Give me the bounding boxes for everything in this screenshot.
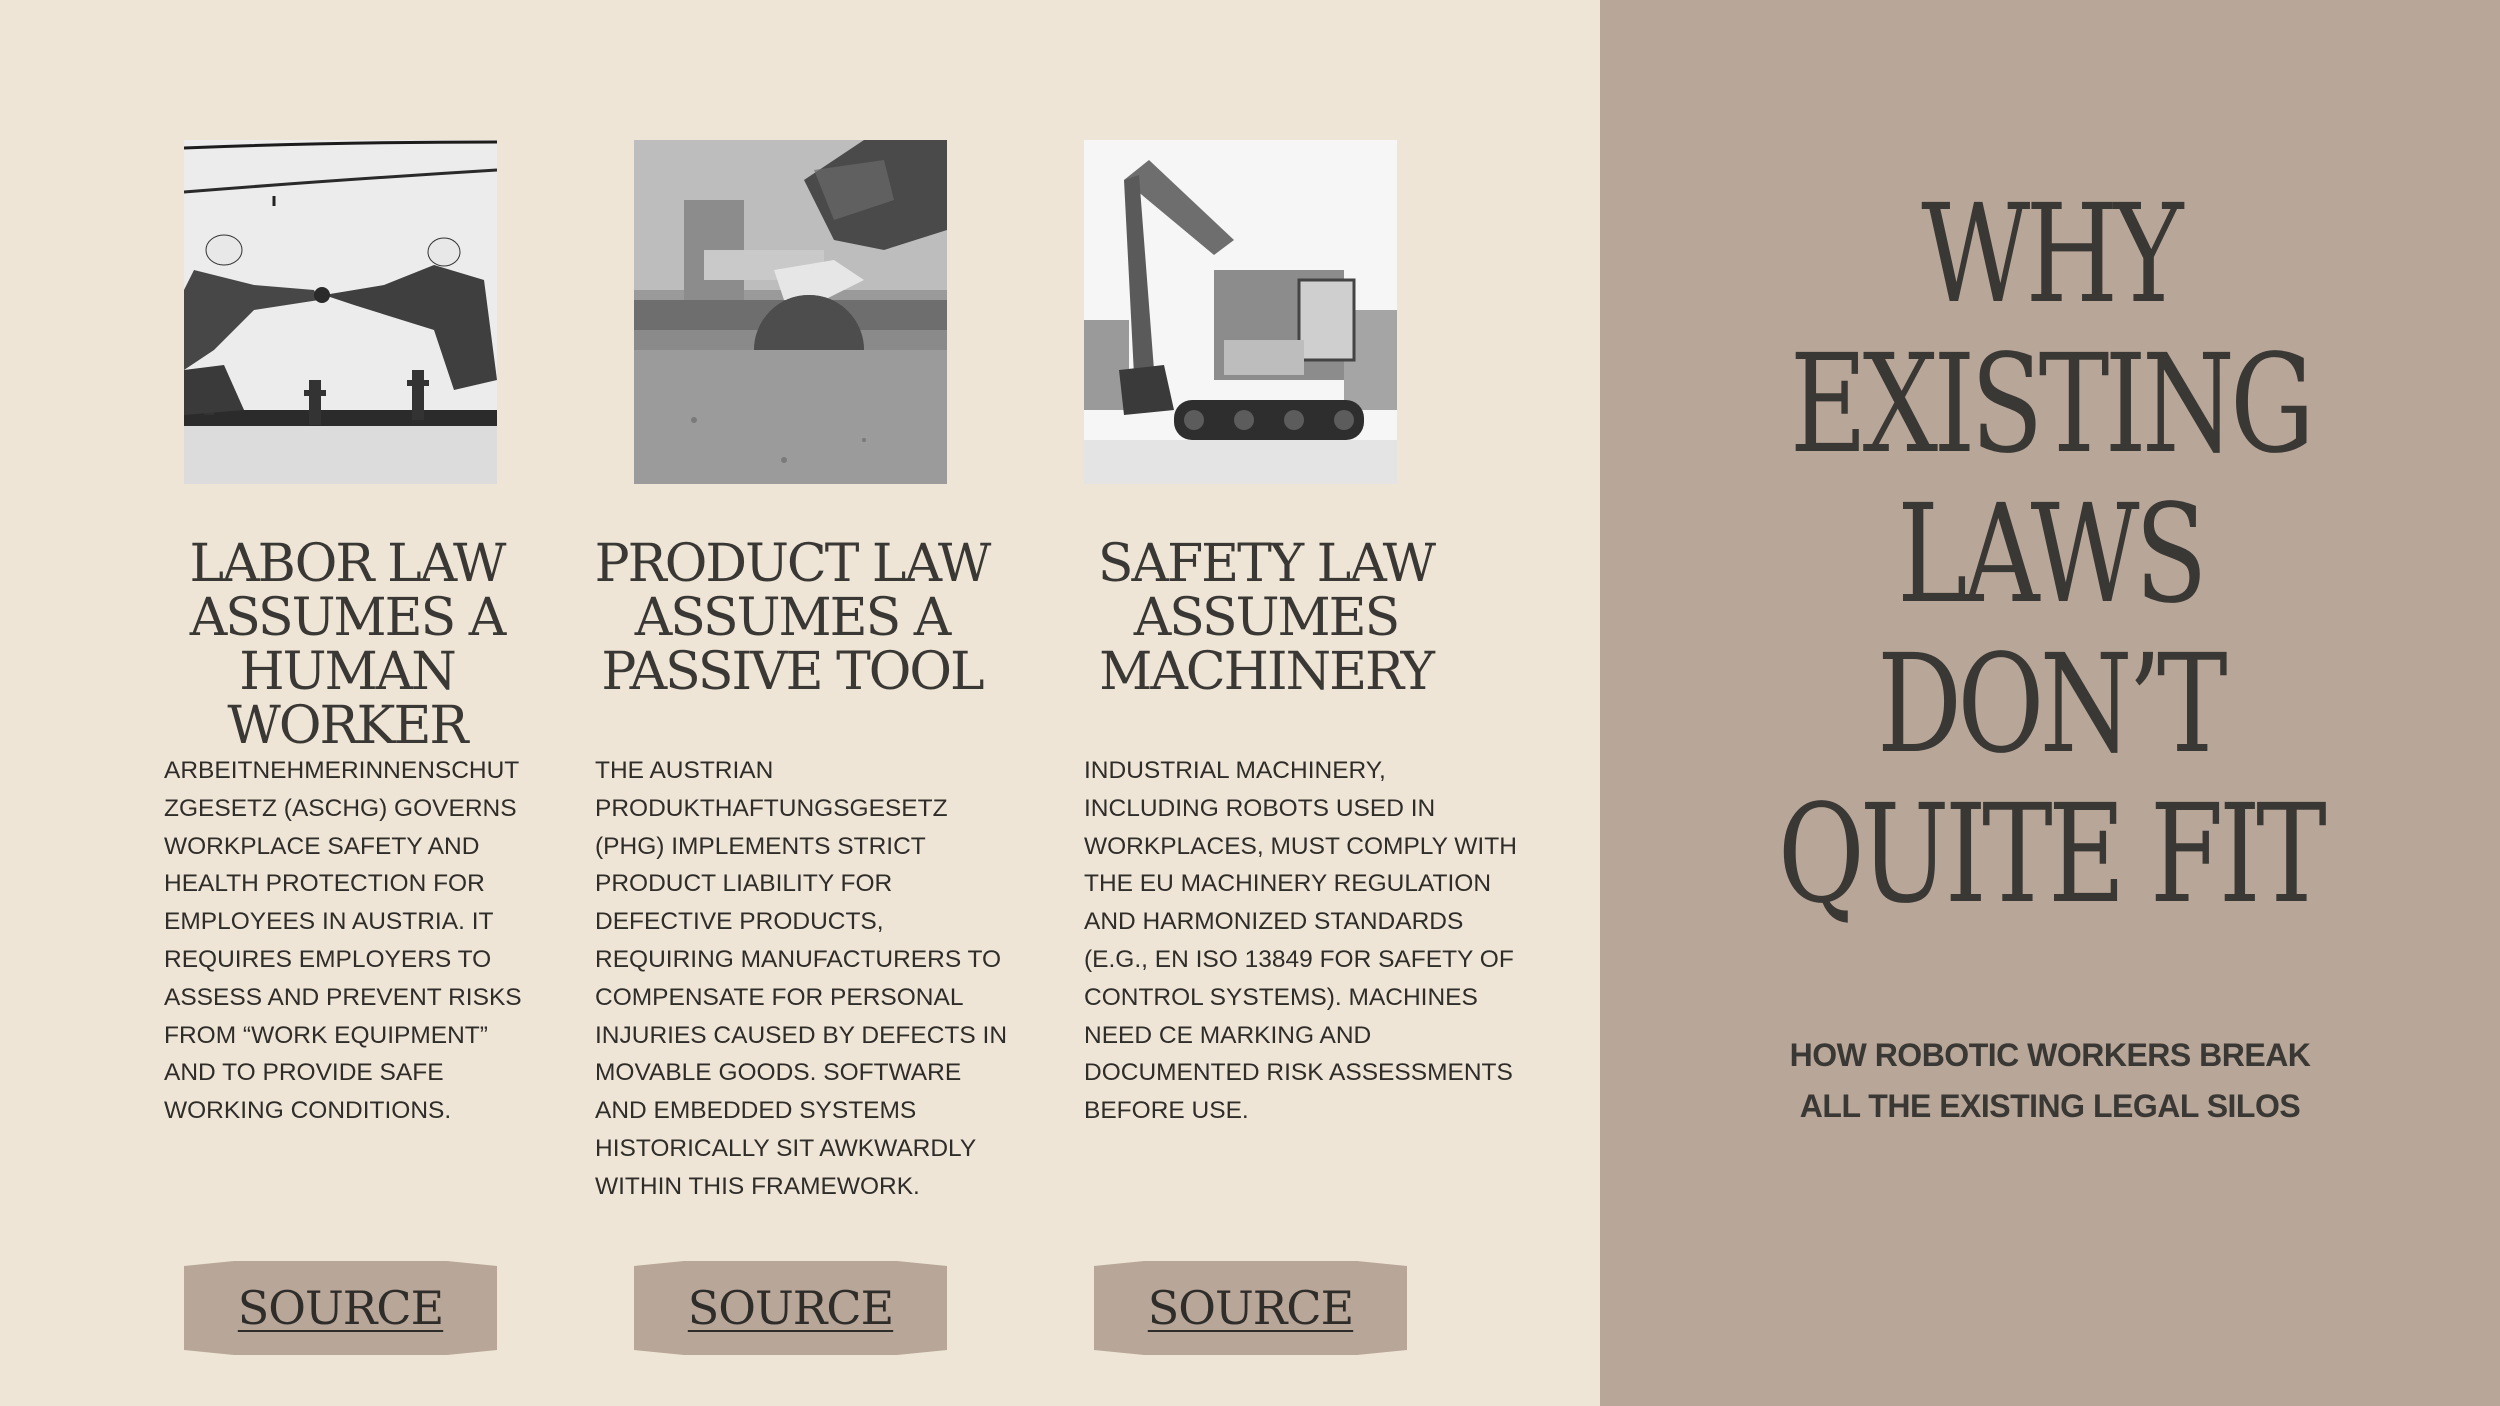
labor-law-description: ARBEITNEHMERINNENSCHUT ZGESETZ (ASCHG) GOVERNS WORKPLACE SAFETY AND HEALTH PROTECTION FOR EMPLOYEES IN AUSTRIA. IT REQUIRES EMPLOYERS TO ASSESS AND PREVENT RISKS FROM “WORK EQUIPMENT” AND TO PROVIDE SAFE WORKING CONDITIONS. <box>164 757 522 1125</box>
source-link[interactable]: SOURCE <box>1147 1281 1354 1335</box>
product-law-photo <box>634 140 947 484</box>
heading-line: LABOR LAW <box>189 534 505 594</box>
heading-line: ASSUMES <box>1133 588 1399 648</box>
heading-line: MACHINERY <box>1099 642 1433 702</box>
safety-law-description: INDUSTRIAL MACHINERY, INCLUDING ROBOTS USED IN WORKPLACES, MUST COMPLY WITH THE EU MACHINERY REGULATION AND HARMONIZED STANDARDS (E.G., EN ISO 13849 FOR SAFETY OF CONTROL SYSTEMS). MACHINES NEED CE MARKING AND DOCUMENTED RISK ASSESSMENTS BEFORE USE. <box>1084 757 1517 1125</box>
title-line: QUITE FIT <box>1777 776 2323 934</box>
source-link[interactable]: SOURCE <box>237 1281 444 1335</box>
title-line: LAWS <box>1897 476 2203 634</box>
heading-line: PASSIVE TOOL <box>601 642 983 702</box>
subtitle-line: ALL THE EXISTING LEGAL SILOS <box>1799 1088 2301 1124</box>
product-law-source-button[interactable] <box>634 1258 947 1358</box>
title-line: EXISTING <box>1789 326 2311 484</box>
safety-law-photo <box>1084 140 1397 484</box>
source-link[interactable]: SOURCE <box>687 1281 894 1335</box>
page-title <box>1730 176 2370 934</box>
heading-line: ASSUMES A <box>189 588 505 648</box>
labor-law-heading <box>117 534 577 756</box>
heading-line: SAFETY LAW <box>1097 534 1435 594</box>
page-subtitle <box>1700 1030 2400 1132</box>
product-law-description: THE AUSTRIAN PRODUKTHAFTUNGSGESETZ (PHG) IMPLEMENTS STRICT PRODUCT LIABILITY FOR DEFECTIVE PRODUCTS, REQUIRING MANUFACTURERS TO COMPENSATE FOR PERSONAL INJURIES CAUSED BY DEFECTS IN MOVABLE GOODS. SOFTWARE AND EMBEDDED SYSTEMS HISTORICALLY SIT AWKWARDLY WITHIN THIS FRAMEWORK. <box>595 757 1008 1200</box>
heading-line: ASSUMES A <box>634 588 950 648</box>
safety-law-source-button[interactable] <box>1094 1258 1407 1358</box>
product-law-heading <box>562 534 1022 702</box>
title-line: WHY <box>1921 176 2179 334</box>
heading-line: PRODUCT LAW <box>594 534 990 594</box>
labor-law-photo <box>184 140 497 484</box>
labor-law-source-button[interactable] <box>184 1258 497 1358</box>
subtitle-line: HOW ROBOTIC WORKERS BREAK <box>1789 1037 2311 1073</box>
heading-line: HUMAN WORKER <box>227 642 467 756</box>
safety-law-heading <box>1036 534 1496 702</box>
title-line: DON’T <box>1877 626 2223 784</box>
